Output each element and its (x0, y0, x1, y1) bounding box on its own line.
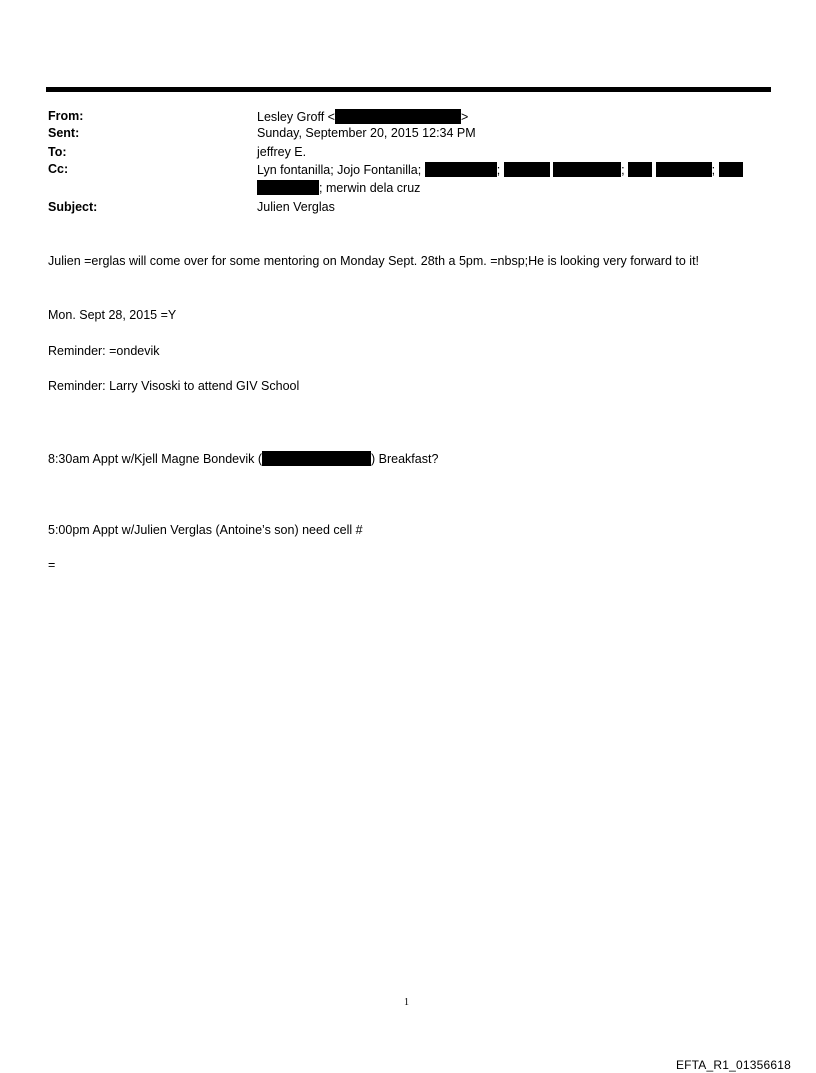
redaction-box (257, 180, 319, 195)
cc-label: Cc: (48, 162, 69, 176)
to-label: To: (48, 145, 67, 159)
body-line-reminder-1: Reminder: =ondevik (48, 344, 160, 358)
sent-label: Sent: (48, 126, 80, 140)
cc-line-1 (257, 162, 743, 178)
from-value (257, 109, 468, 125)
to-value: jeffrey E. (257, 145, 307, 159)
bates-number: EFTA_R1_01356618 (675, 1058, 791, 1072)
body-line-appointment-2: 5:00pm Appt w/Julien Verglas (Antoine’s son) need cell # (48, 523, 363, 537)
sent-value: Sunday, September 20, 2015 12:34 PM (257, 126, 476, 140)
subject-label: Subject: (48, 200, 98, 214)
from-label: From: (48, 109, 84, 123)
redaction-box (719, 162, 743, 177)
body-line-end: = (48, 558, 56, 572)
redaction-box (262, 451, 371, 466)
cc-names: Lyn fontanilla; Jojo Fontanilla; (257, 163, 422, 177)
body-line-reminder-2: Reminder: Larry Visoski to attend GIV School (48, 379, 300, 393)
appointment-text-end: ) Breakfast? (371, 452, 439, 466)
redaction-box (628, 162, 652, 177)
redaction-box (425, 162, 497, 177)
redaction-box (335, 109, 461, 124)
body-line-mentoring: Julien =erglas will come over for some mentoring on Monday Sept. 28th a 5pm. =nbsp;He is looking very forward to it! (48, 254, 700, 268)
cc-line-2 (257, 180, 420, 196)
cc-separator: ; (496, 163, 501, 177)
appointment-text: 8:30am Appt w/Kjell Magne Bondevik ( (48, 452, 263, 466)
redaction-box (553, 162, 621, 177)
header-rule (46, 87, 771, 92)
cc-names-continued: ; merwin dela cruz (319, 181, 421, 195)
redaction-box (656, 162, 712, 177)
body-line-appointment-1 (48, 451, 438, 467)
page-number: 1 (404, 997, 409, 1008)
subject-value: Julien Verglas (257, 200, 335, 214)
redaction-box (504, 162, 550, 177)
cc-separator: ; (711, 163, 716, 177)
from-name: Lesley Groff < (257, 110, 335, 124)
body-line-date: Mon. Sept 28, 2015 =Y (48, 308, 177, 322)
cc-separator: ; (621, 163, 625, 177)
from-close: > (460, 110, 469, 124)
